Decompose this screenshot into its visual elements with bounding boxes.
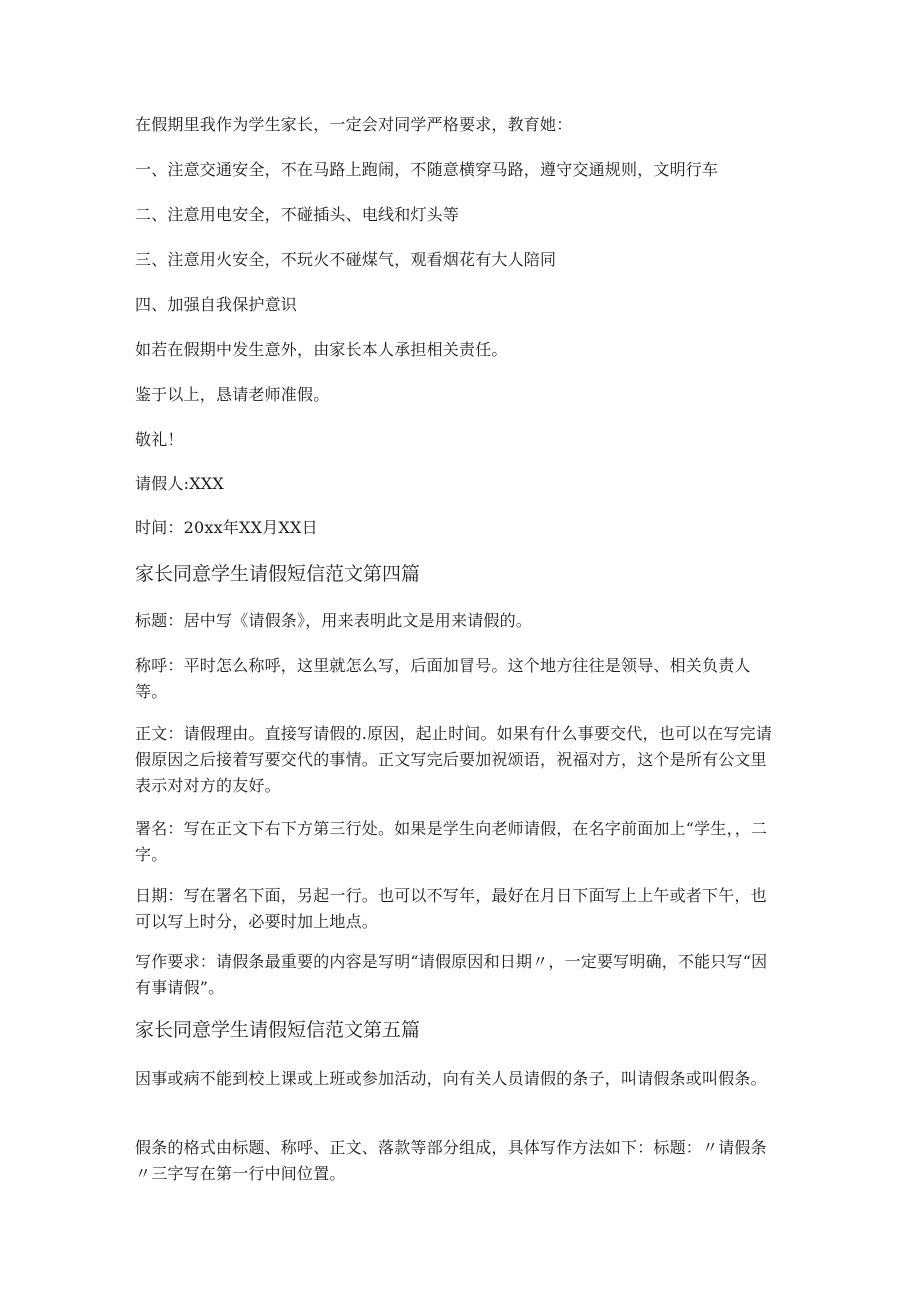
safety-item-traffic: 一、注意交通安全，不在马路上跑闹，不随意横穿马路，遵守交通规则，文明行车 bbox=[135, 160, 719, 179]
safety-item-fire: 三、注意用火安全，不玩火不碰煤气，观看烟花有大人陪同 bbox=[135, 250, 557, 269]
request-paragraph: 鉴于以上，恳请老师准假。 bbox=[135, 385, 330, 404]
salute-line: 敬礼！ bbox=[135, 430, 184, 449]
safety-item-self-protection: 四、加强自我保护意识 bbox=[135, 295, 298, 314]
writing-rule-paragraph: 写作要求：请假条最重要的内容是写明“请假原因和日期〃，一定要写明确，不能只写“因有事请假”。 bbox=[135, 952, 768, 997]
section-heading-5: 家长同意学生请假短信范文第五篇 bbox=[135, 1019, 421, 1041]
title-rule-paragraph: 标题：居中写《请假条》，用来表明此文是用来请假的。 bbox=[135, 611, 533, 630]
format-paragraph: 假条的格式由标题、称呼、正文、落款等部分组成，具体写作方法如下：标题：〃请假条〃三字写在第一行中间位置。 bbox=[135, 1138, 767, 1183]
signer-line: 请假人:XXX bbox=[135, 474, 224, 493]
date-rule-paragraph: 日期：写在署名下面，另起一行。也可以不写年，最好在月日下面写上上午或者下午，也可以写上时分，必要时加上地点。 bbox=[135, 886, 767, 931]
responsibility-paragraph: 如若在假期中发生意外，由家长本人承担相关责任。 bbox=[135, 340, 508, 359]
definition-paragraph: 因事或病不能到校上课或上班或参加活动，向有关人员请假的条子，叫请假条或叫假条。 bbox=[135, 1069, 767, 1088]
intro-paragraph: 在假期里我作为学生家长，一定会对同学严格要求，教育她： bbox=[135, 115, 573, 134]
signature-rule-paragraph: 署名：写在正文下右下方第三行处。如果是学生向老师请假，在名字前面加上“学生，，二字。 bbox=[135, 819, 768, 864]
body-rule-paragraph: 正文：请假理由。直接写请假的.原因，起止时间。如果有什么事要交代，也可以在写完请假原因之后接着写要交代的事情。正文写完后要加祝颂语，祝福对方，这个是所有公文里表示对对方的友好。 bbox=[135, 724, 773, 795]
salutation-rule-paragraph: 称呼：平时怎么称呼，这里就怎么写，后面加冒号。这个地方往往是领导、相关负责人等。 bbox=[135, 656, 751, 701]
date-line: 时间：20xx年XX月XX日 bbox=[135, 518, 318, 537]
safety-item-electric: 二、注意用电安全，不碰插头、电线和灯头等 bbox=[135, 205, 460, 224]
section-heading-4: 家长同意学生请假短信范文第四篇 bbox=[135, 563, 421, 585]
